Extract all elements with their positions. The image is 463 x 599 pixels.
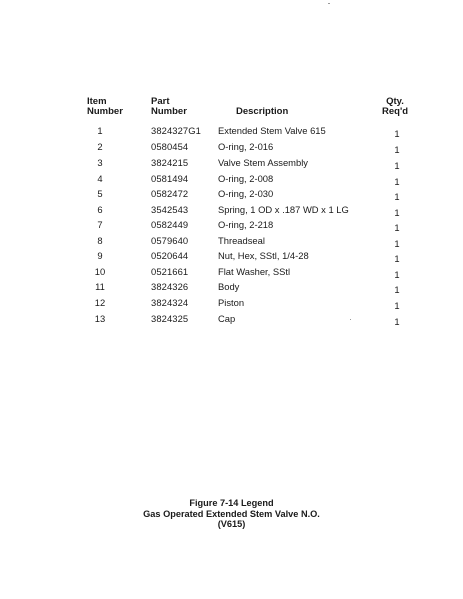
scan-speck xyxy=(328,3,330,4)
item-number: 2 xyxy=(97,141,103,152)
part-number: 3824327G1 xyxy=(151,125,201,136)
item-number: 12 xyxy=(94,297,106,308)
table-row xyxy=(0,295,463,310)
quantity: 1 xyxy=(394,160,400,171)
item-number: 1 xyxy=(97,125,103,136)
part-description: Valve Stem Assembly xyxy=(218,157,308,168)
table-row xyxy=(0,248,463,263)
figure-title: Figure 7-14 Legend xyxy=(189,498,274,508)
part-number: 3542543 xyxy=(151,204,189,215)
header-qty-line1: Qty. xyxy=(386,96,404,107)
quantity: 1 xyxy=(394,253,400,264)
figure-subtitle: Gas Operated Extended Stem Valve N.O. xyxy=(143,508,320,519)
quantity: 1 xyxy=(394,144,400,155)
part-number: 0581494 xyxy=(151,173,189,184)
part-number: 0582449 xyxy=(151,219,189,230)
quantity: 1 xyxy=(394,284,400,295)
table-row xyxy=(0,233,463,248)
quantity: 1 xyxy=(394,222,400,233)
part-description: Body xyxy=(218,281,240,292)
table-row xyxy=(0,264,463,279)
part-description: O-ring, 2-016 xyxy=(218,141,274,152)
item-number: 13 xyxy=(94,313,106,324)
quantity: 1 xyxy=(394,238,400,249)
table-row xyxy=(0,311,463,326)
part-number: 0521661 xyxy=(151,266,189,277)
part-description: O-ring, 2-030 xyxy=(218,188,274,199)
part-description: Nut, Hex, SStl, 1/4-28 xyxy=(218,250,309,261)
table-row xyxy=(0,171,463,186)
item-number: 8 xyxy=(97,235,103,246)
table-row xyxy=(0,186,463,201)
header-qty-required xyxy=(382,97,408,117)
table-row xyxy=(0,279,463,294)
table-row xyxy=(0,155,463,170)
header-part-line2: Number xyxy=(151,106,187,117)
part-description: Flat Washer, SStl xyxy=(218,266,291,277)
part-number: 3824326 xyxy=(151,281,189,292)
item-number: 7 xyxy=(97,219,103,230)
table-row xyxy=(0,139,463,154)
item-number: 11 xyxy=(95,281,105,292)
part-description: O-ring, 2-218 xyxy=(218,219,274,230)
quantity: 1 xyxy=(394,300,400,311)
header-description-label: Description xyxy=(236,106,289,117)
header-item-line2: Number xyxy=(87,106,123,117)
header-part-line1: Part xyxy=(151,96,170,107)
part-description: Piston xyxy=(218,297,245,308)
table-row xyxy=(0,123,463,138)
quantity: 1 xyxy=(394,191,400,202)
figure-caption xyxy=(0,498,463,530)
part-number: 0579640 xyxy=(151,235,189,246)
quantity: 1 xyxy=(394,269,400,280)
item-number: 3 xyxy=(97,157,103,168)
part-number: 3824215 xyxy=(151,157,189,168)
part-number: 0520644 xyxy=(151,250,189,261)
part-description: O-ring, 2-008 xyxy=(218,173,274,184)
part-description: Threadseal xyxy=(218,235,265,246)
part-description: Extended Stem Valve 615 xyxy=(218,125,326,136)
part-number: 3824324 xyxy=(151,297,189,308)
header-part-number xyxy=(151,97,187,117)
item-number: 10 xyxy=(94,266,106,277)
item-number: 5 xyxy=(97,188,103,199)
quantity: 1 xyxy=(394,316,400,327)
part-description: Spring, 1 OD x .187 WD x 1 LG xyxy=(218,204,349,215)
part-number: 0582472 xyxy=(151,188,189,199)
quantity: 1 xyxy=(394,176,400,187)
header-qty-line2: Req'd xyxy=(382,106,409,117)
item-number: 9 xyxy=(97,250,103,261)
quantity: 1 xyxy=(394,207,400,218)
part-number: 0580454 xyxy=(151,141,189,152)
quantity: 1 xyxy=(394,128,400,139)
part-number: 3824325 xyxy=(151,313,189,324)
header-item-line1: Item xyxy=(87,96,107,107)
table-row xyxy=(0,217,463,232)
figure-model: (V615) xyxy=(217,519,246,529)
item-number: 6 xyxy=(97,204,103,215)
table-row xyxy=(0,202,463,217)
part-description: Cap xyxy=(218,313,236,324)
header-item-number xyxy=(87,97,123,117)
header-description xyxy=(236,107,288,117)
item-number: 4 xyxy=(97,173,103,184)
